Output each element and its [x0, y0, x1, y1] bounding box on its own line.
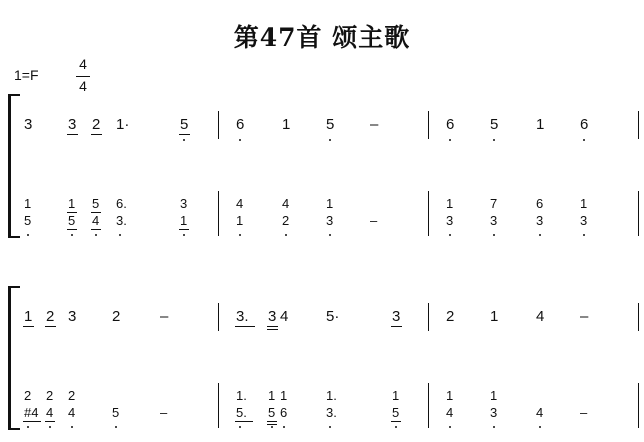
lower-note: 3	[490, 405, 498, 420]
lower-note: #4	[24, 405, 39, 420]
octave-dot-below	[239, 426, 241, 428]
melody-note: 3	[68, 308, 77, 325]
barline	[638, 111, 639, 139]
lower-note: 1	[180, 213, 188, 228]
octave-dot-below	[27, 426, 29, 428]
barline	[638, 208, 639, 236]
melody-note: 3	[268, 308, 277, 325]
time-signature-divider	[76, 76, 90, 77]
upper-note: 1	[392, 388, 400, 403]
octave-dot-below	[271, 426, 273, 428]
octave-dot-below	[329, 426, 331, 428]
melody-note: 4	[280, 308, 289, 325]
barline	[218, 400, 219, 428]
barline	[218, 303, 219, 331]
upper-note: 6.	[116, 196, 127, 211]
time-signature-beats: 4	[79, 56, 87, 72]
lower-note: 3.	[116, 213, 127, 228]
octave-dot-below	[493, 234, 495, 236]
system-bracket-top-hook	[8, 94, 20, 96]
octave-dot-below	[539, 234, 541, 236]
octave-dot-below	[329, 139, 331, 141]
upper-note: 4	[282, 196, 290, 211]
upper-note: 4	[236, 196, 244, 211]
upper-note: 1	[326, 196, 334, 211]
beam-underline	[179, 134, 190, 135]
melody-note: 2	[112, 308, 121, 325]
lower-note: 5	[24, 213, 32, 228]
beam-underline	[67, 229, 77, 230]
page-title: 第47首 颂主歌	[233, 23, 411, 52]
beam-underline	[391, 421, 401, 422]
octave-dot-below	[449, 139, 451, 141]
melody-note: 6	[236, 116, 245, 133]
barline	[638, 303, 639, 331]
melody-note: 1	[536, 116, 545, 133]
lower-note: –	[160, 405, 168, 420]
lower-note: 4	[536, 405, 544, 420]
lower-note: 6	[280, 405, 288, 420]
upper-note: 2	[68, 388, 76, 403]
beam-underline	[23, 421, 41, 422]
upper-note: 6	[536, 196, 544, 211]
lower-note: 3	[326, 213, 334, 228]
lower-note: 2	[282, 213, 290, 228]
lower-note: 3	[490, 213, 498, 228]
octave-dot-below	[27, 234, 29, 236]
melody-note: 1·	[116, 116, 130, 133]
octave-dot-below	[239, 234, 241, 236]
beam-underline	[179, 229, 189, 230]
melody-note: 5	[180, 116, 189, 133]
system-bracket-top-hook	[8, 286, 20, 288]
octave-dot-below	[239, 139, 241, 141]
melody-note: 6	[446, 116, 455, 133]
barline	[218, 208, 219, 236]
octave-dot-below	[285, 234, 287, 236]
lower-note: 3	[536, 213, 544, 228]
beam-underline	[45, 421, 55, 422]
beam-underline	[235, 326, 255, 327]
melody-note: 1	[282, 116, 291, 133]
beam-underline	[23, 326, 34, 327]
lower-note: 4	[46, 405, 54, 420]
octave-dot-below	[95, 234, 97, 236]
system-bracket	[8, 288, 11, 428]
lower-note: 5	[268, 405, 276, 420]
octave-dot-below	[449, 234, 451, 236]
upper-note: 1	[280, 388, 288, 403]
melody-note: 5	[490, 116, 499, 133]
melody-note: 1	[490, 308, 499, 325]
lower-note: –	[370, 213, 378, 228]
melody-note: 2	[46, 308, 55, 325]
octave-dot-below	[183, 234, 185, 236]
lower-note: 3	[580, 213, 588, 228]
lower-note: 1	[236, 213, 244, 228]
lower-note: 3	[446, 213, 454, 228]
octave-dot-below	[449, 426, 451, 428]
melody-note: 3	[68, 116, 77, 133]
lower-note: 5.	[236, 405, 247, 420]
melody-note: 3	[24, 116, 33, 133]
barline	[428, 400, 429, 428]
upper-note: 1	[446, 196, 454, 211]
upper-note: 1.	[326, 388, 337, 403]
system-bracket-bottom-hook	[8, 428, 20, 430]
upper-note: 1	[268, 388, 276, 403]
lower-note: 3.	[326, 405, 337, 420]
octave-dot-below	[539, 426, 541, 428]
lower-note: –	[580, 405, 588, 420]
beam-underline	[45, 326, 56, 327]
octave-dot-below	[71, 234, 73, 236]
upper-note: 1	[446, 388, 454, 403]
upper-note: 1	[490, 388, 498, 403]
system-bracket	[8, 96, 11, 236]
upper-note: 2	[24, 388, 32, 403]
beam-underline	[235, 421, 253, 422]
melody-note: 4	[536, 308, 545, 325]
melody-note: 6	[580, 116, 589, 133]
beam-underline	[267, 326, 278, 327]
melody-note: 3	[392, 308, 401, 325]
upper-note: 3	[180, 196, 188, 211]
melody-note: 1	[24, 308, 33, 325]
melody-note: 2	[446, 308, 455, 325]
upper-note: 5	[92, 196, 100, 211]
octave-dot-below	[329, 234, 331, 236]
octave-dot-below	[115, 426, 117, 428]
upper-note: 1	[68, 196, 76, 211]
octave-dot-below	[119, 234, 121, 236]
barline	[428, 111, 429, 139]
lower-note: 4	[68, 405, 76, 420]
system-bracket-bottom-hook	[8, 236, 20, 238]
upper-note: 1	[580, 196, 588, 211]
melody-note: 3.	[236, 308, 249, 325]
octave-dot-below	[493, 426, 495, 428]
beam-underline	[91, 134, 102, 135]
melody-note: –	[580, 308, 589, 325]
beam-underline-double	[267, 329, 278, 330]
lower-note: 5	[392, 405, 400, 420]
octave-dot-below	[183, 139, 185, 141]
lower-note: 5	[68, 213, 76, 228]
upper-note: 1	[24, 196, 32, 211]
lower-note: 4	[92, 213, 100, 228]
octave-dot-below	[283, 426, 285, 428]
barline	[428, 303, 429, 331]
octave-dot-below	[583, 234, 585, 236]
melody-note: 5	[326, 116, 335, 133]
octave-dot-below	[583, 139, 585, 141]
melody-note: –	[160, 308, 169, 325]
lower-note: 4	[446, 405, 454, 420]
time-signature-unit: 4	[79, 78, 87, 94]
beam-underline	[391, 326, 402, 327]
melody-note: –	[370, 116, 379, 133]
beam-underline	[67, 134, 78, 135]
upper-note: 2	[46, 388, 54, 403]
octave-dot-below	[395, 426, 397, 428]
lower-note: 5	[112, 405, 120, 420]
melody-note: 2	[92, 116, 101, 133]
melody-note: 5·	[326, 308, 340, 325]
beam-underline-double	[267, 424, 277, 425]
octave-dot-below	[49, 426, 51, 428]
beam-underline	[267, 421, 277, 422]
upper-note: 1.	[236, 388, 247, 403]
beam-underline	[91, 229, 101, 230]
barline	[218, 111, 219, 139]
octave-dot-below	[493, 139, 495, 141]
barline	[428, 208, 429, 236]
barline	[638, 400, 639, 428]
upper-note: 7	[490, 196, 498, 211]
octave-dot-below	[71, 426, 73, 428]
key-signature: 1=F	[14, 67, 39, 83]
